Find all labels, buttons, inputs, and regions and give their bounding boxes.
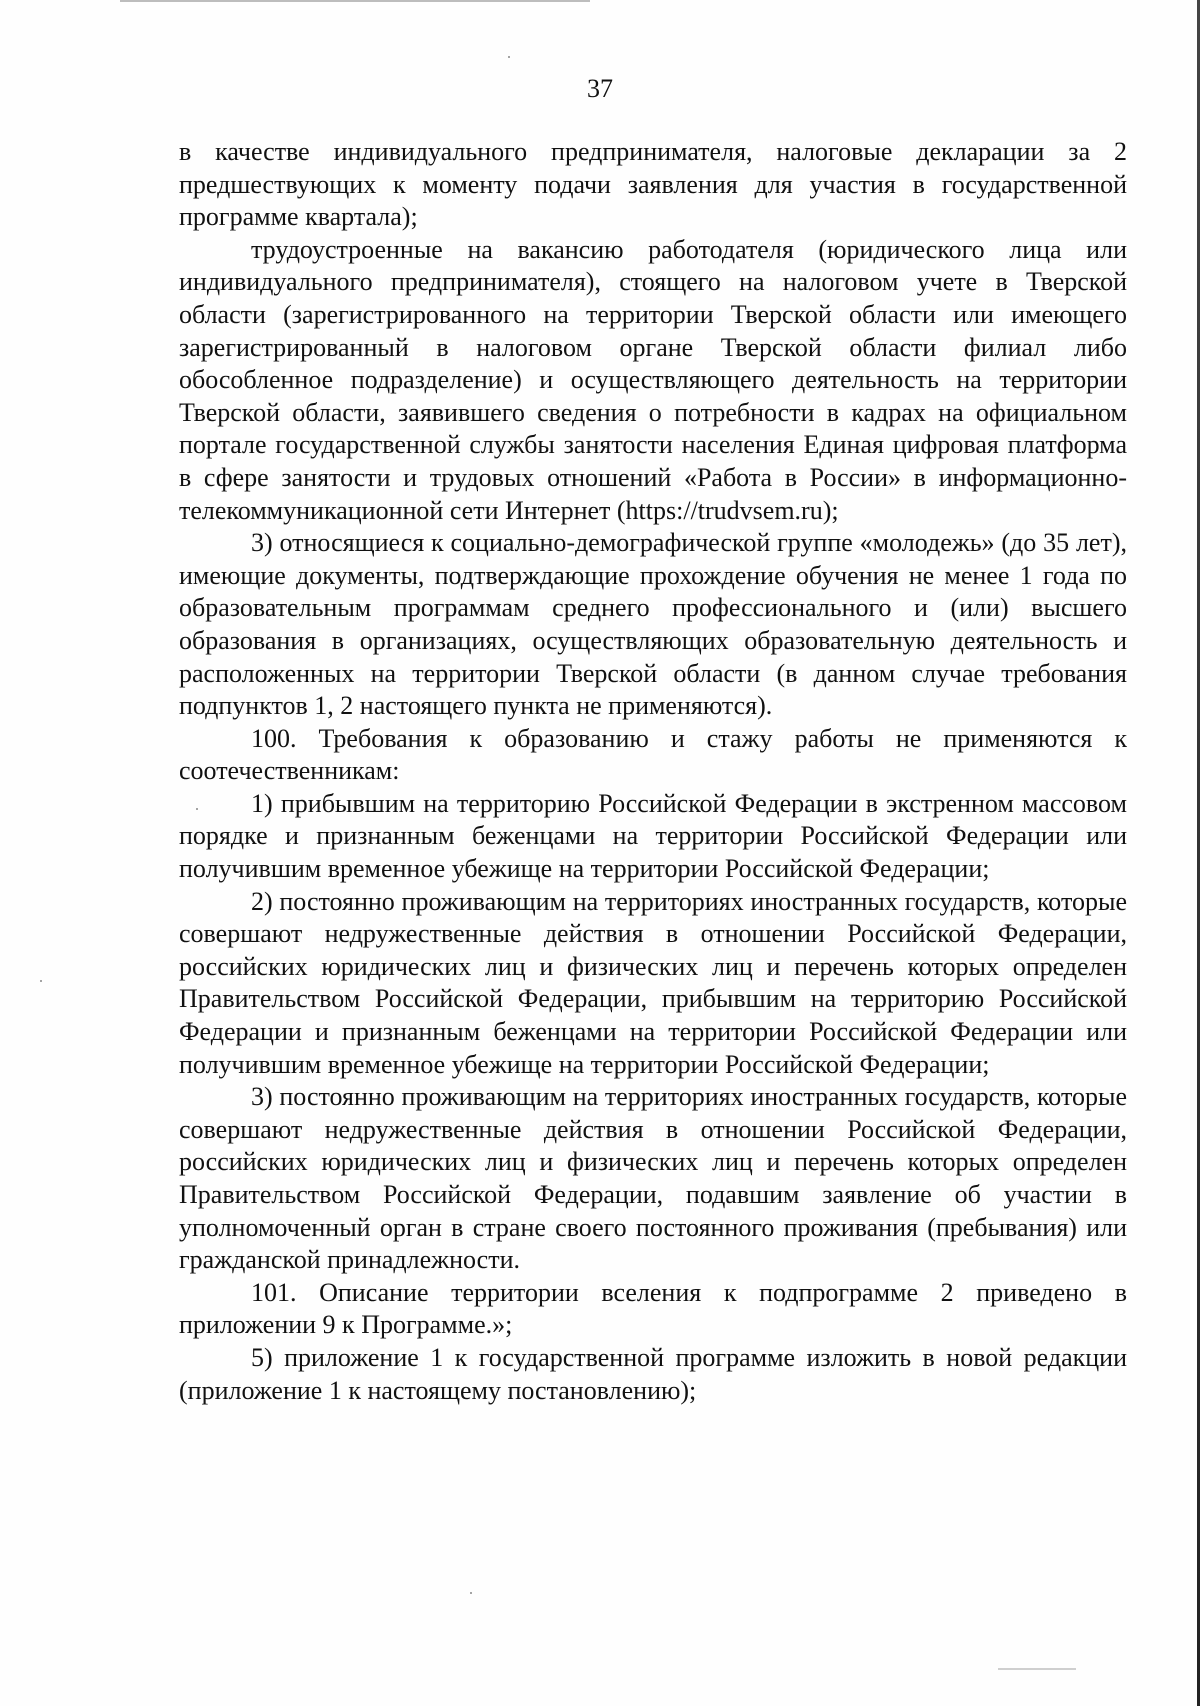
paragraph: 100. Требования к образованию и стажу работы не применяются к соотечественникам: (179, 723, 1127, 786)
paragraph: 1) прибывшим на территорию Российской Федерации в экстренном массовом порядке и признанным беженцами на территории Российской Федерации или получившим временное убежище на территории Российской Федерации; (179, 788, 1127, 884)
paragraph: 3) постоянно проживающим на территориях иностранных государств, которые совершают недружественные действия в отношении Российской Федерации, российских юридических лиц и физических лиц и перечень которых определен Правительством Российской Федерации, подавшим заявление об участии в уполномоченный орган в стране своего постоянного проживания (пребывания) или гражданской принадлежности. (179, 1082, 1127, 1275)
paragraph: 3) относящиеся к социально-демографической группе «молодежь» (до 35 лет), имеющие документы, подтверждающие прохождение обучения не менее 1 года по образовательным программам среднего профессионального и (или) высшего образования в организациях, осуществляющих образовательную деятельность и расположенных на территории Тверской области (в данном случае требования подпунктов 1, 2 настоящего пункта не применяются). (179, 528, 1127, 721)
paragraph: трудоустроенные на вакансию работодателя (юридического лица или индивидуального предпринимателя), стоящего на налоговом учете в Тверской области (зарегистрированного на территории Тверской области или имеющего зарегистрированный в налоговом органе Тверской области филиал либо обособленное подразделение) и осуществляющего деятельность на территории Тверской области, заявившего сведения о потребности в кадрах на официальном портале государственной службы занятости населения Единая цифровая платформа в сфере занятости и трудовых отношений «Работа в России» в информационно-телекоммуникационной сети Интернет (https://trudvsem.ru); (179, 234, 1127, 525)
scan-artifact-bottom-line (998, 1668, 1076, 1670)
scan-speck (470, 1592, 472, 1594)
scan-speck (508, 56, 510, 58)
document-body (179, 136, 1127, 1407)
paragraph: 101. Описание территории вселения к подпрограмме 2 приведено в приложении 9 к Программе.»; (179, 1277, 1127, 1340)
paragraph: 2) постоянно проживающим на территориях иностранных государств, которые совершают недружественные действия в отношении Российской Федерации, российских юридических лиц и физических лиц и перечень которых определен Правительством Российской Федерации, прибывшим на территорию Российской Федерации и признанным беженцами на территории Российской Федерации или получившим временное убежище на территории Российской Федерации; (179, 886, 1127, 1079)
scan-artifact-top-line (120, 0, 590, 2)
paragraph: в качестве индивидуального предпринимателя, налоговые декларации за 2 предшествующих к моменту подачи заявления для участия в государственной программе квартала); (179, 137, 1127, 232)
scan-speck (40, 980, 42, 982)
page-number: 37 (587, 74, 613, 103)
paragraph: 5) приложение 1 к государственной программе изложить в новой редакции (приложение 1 к настоящему постановлению); (179, 1342, 1127, 1405)
